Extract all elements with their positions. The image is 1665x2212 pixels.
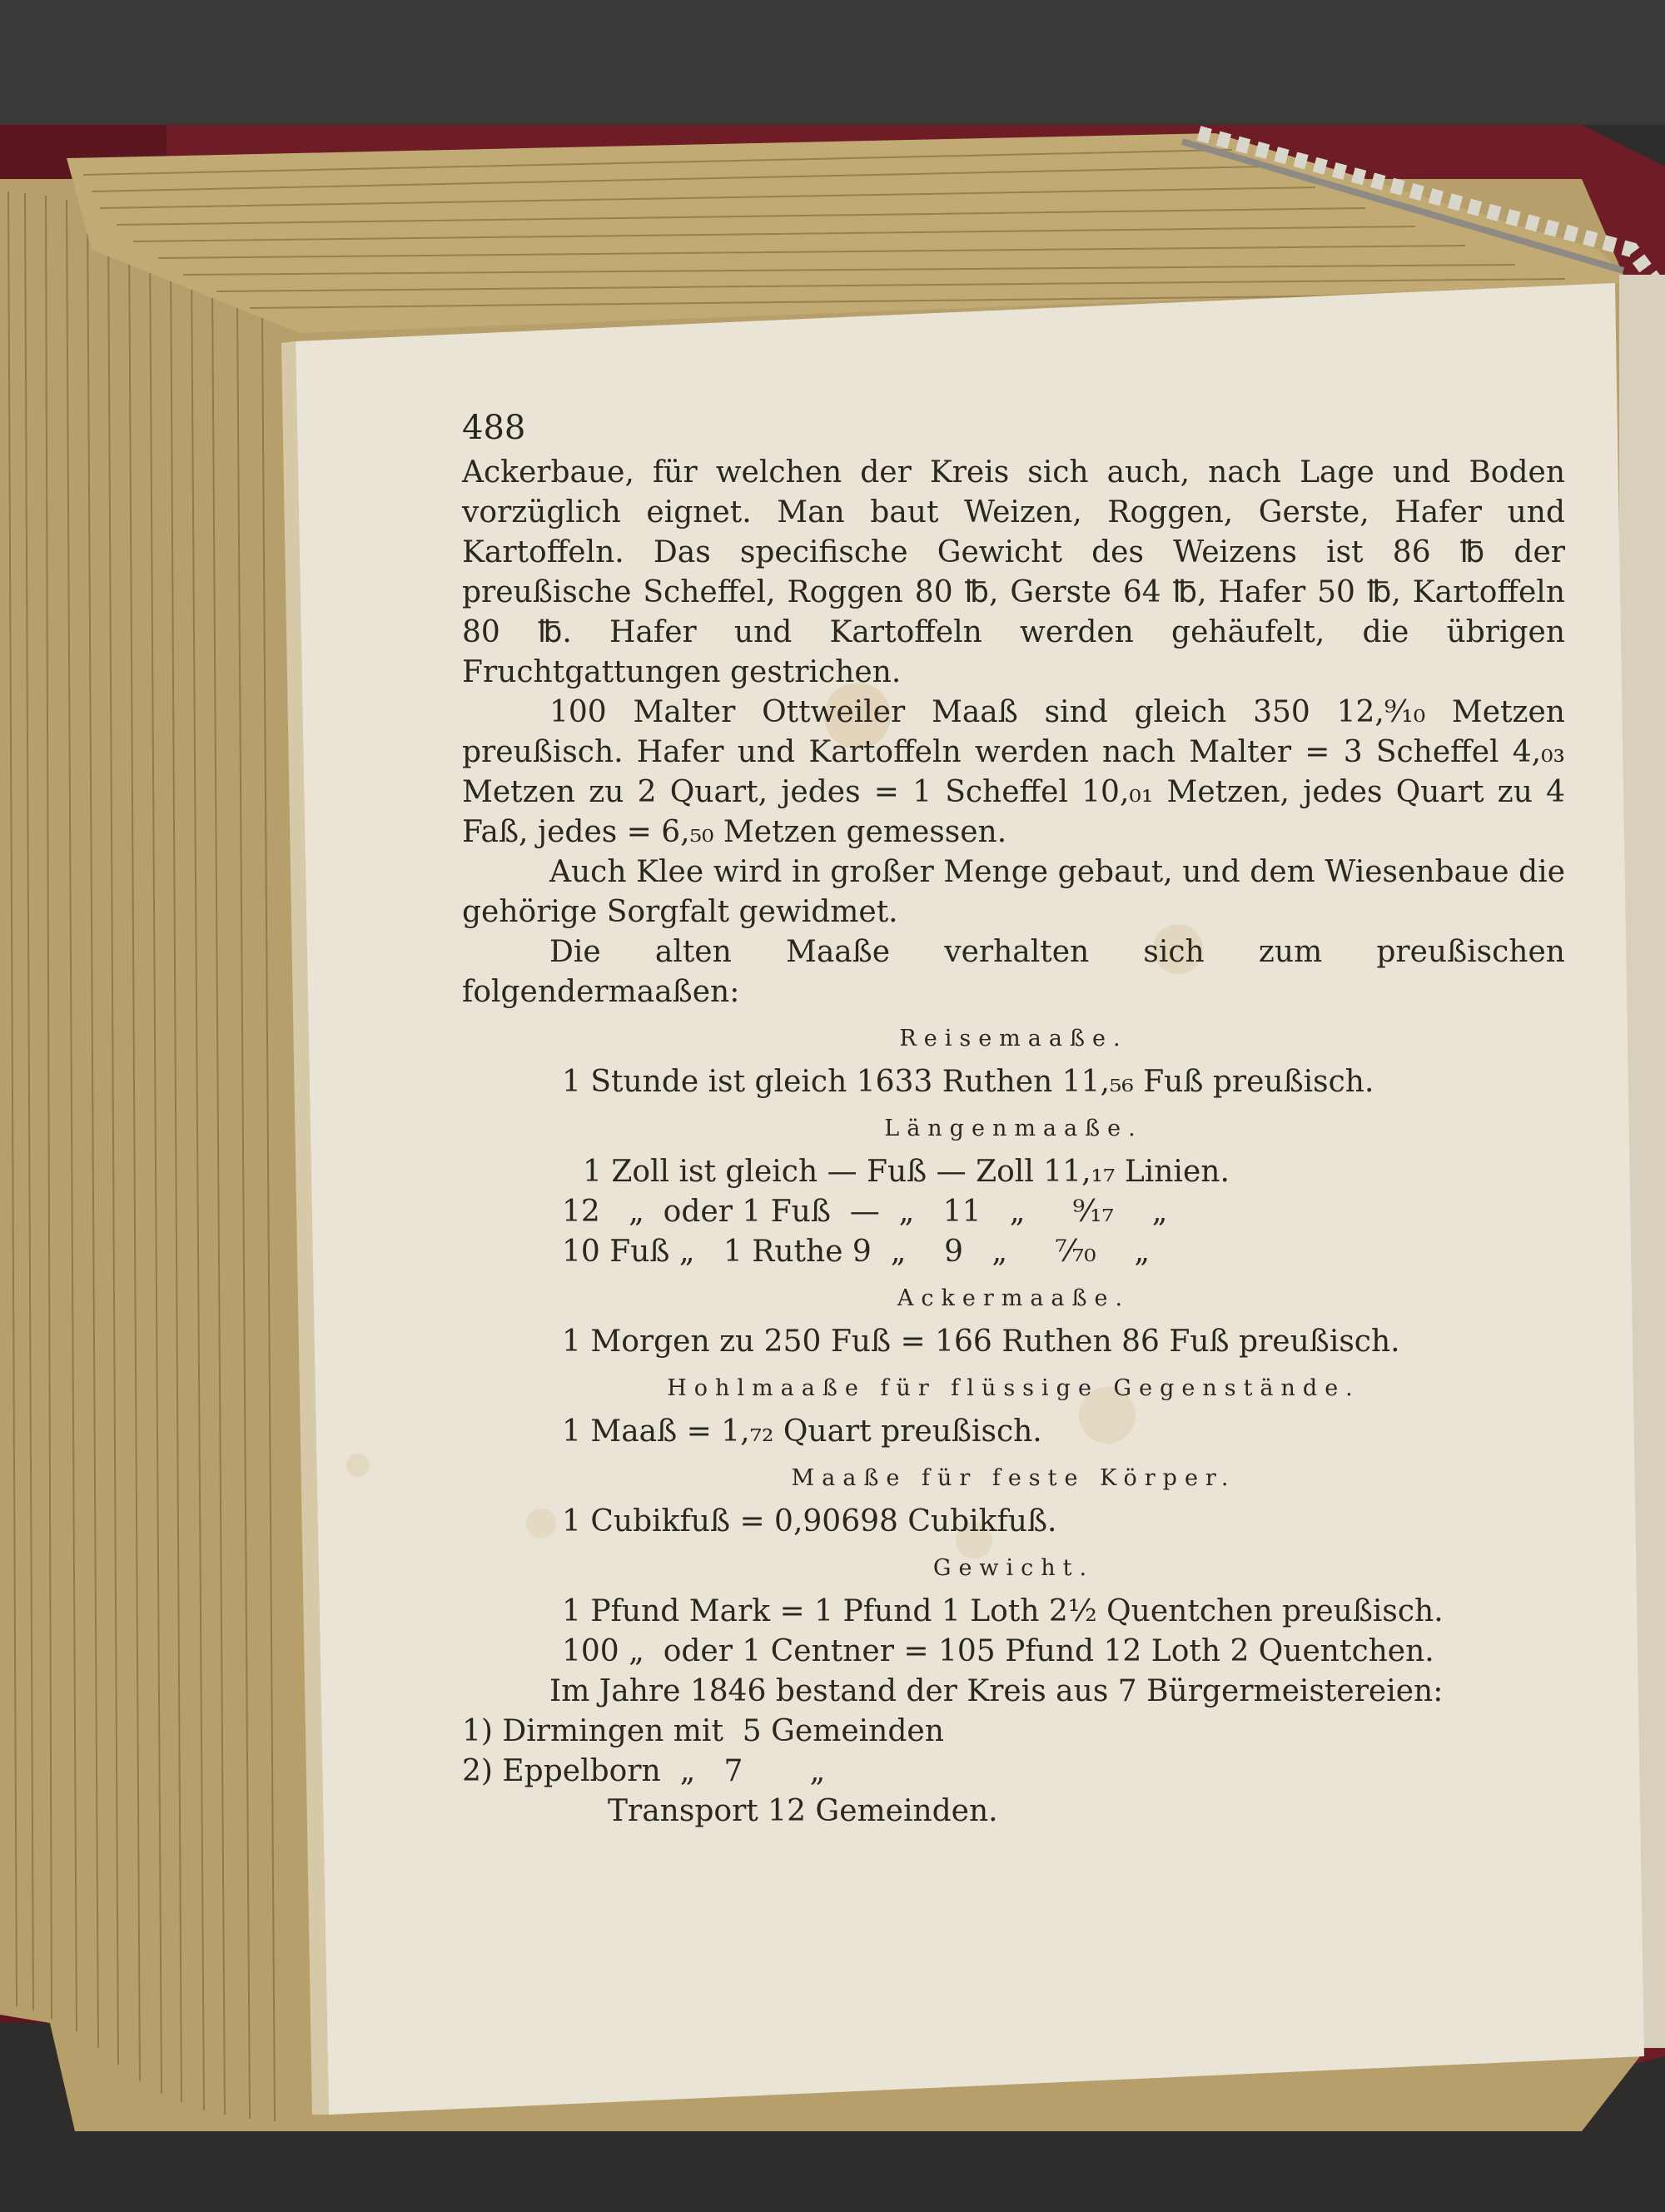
measure-line: 1 Morgen zu 250 Fuß = 166 Ruthen 86 Fuß preußisch. [562,1325,1400,1359]
measure-line: 1 Stunde ist gleich 1633 Ruthen 11,₅₆ Fuß preußisch. [562,1065,1374,1099]
page-number: 488 [462,409,526,447]
paragraph-2: 100 Malter Ottweiler Maaß sind gleich 350 12,⁹⁄₁₀ Metzen preußisch. Hafer und Kartoffeln werden nach Malter = 3 Scheffel 4,₀₃ Metzen zu 2 Quart, jedes = 1 Scheffel 10,₀₁ Metzen, jedes Quart zu 4 Faß, jedes = 6,₅₀ Metzen gemessen. [462,695,1565,849]
closing-paragraph: Im Jahre 1846 bestand der Kreis aus 7 Bürgermeistereien: [549,1674,1444,1708]
page-text [462,406,1565,1832]
section-heading: Reisemaaße. [899,1026,1128,1051]
measure-line: 12 „ oder 1 Fuß — „ 11 „ ⁹⁄₁₇ „ [562,1195,1168,1229]
measure-line: 1 Cubikfuß = 0,90698 Cubikfuß. [562,1504,1057,1538]
paragraph-1: Ackerbaue, für welchen der Kreis sich auch, nach Lage und Boden vorzüglich eignet. Man baut Weizen, Roggen, Gerste, Hafer und Kartoffeln. Das specifische Gewicht des Weizens ist 86 ℔ der preußische Scheffel, Roggen 80 ℔, Gerste 64 ℔, Hafer 50 ℔, Kartoffeln 80 ℔. Hafer und Kartoffeln werden gehäufelt, die übrigen Fruchtgattungen gestrichen. [462,455,1565,689]
measure-line: 100 „ oder 1 Centner = 105 Pfund 12 Loth 2 Quentchen. [562,1634,1434,1668]
paragraph-3: Auch Klee wird in großer Menge gebaut, und dem Wiesenbaue die gehörige Sorgfalt gewidmet. [462,855,1565,929]
section-heading: Maaße für feste Körper. [791,1465,1236,1491]
measure-line: 1 Maaß = 1,₇₂ Quart preußisch. [562,1414,1042,1449]
transport-total: Transport 12 Gemeinden. [608,1794,998,1828]
measure-line: 10 Fuß „ 1 Ruthe 9 „ 9 „ ⁷⁄₇₀ „ [562,1235,1150,1269]
section-heading: Ackermaaße. [897,1285,1131,1311]
list-item: 1) Dirmingen mit 5 Gemeinden [462,1714,944,1748]
paragraph-4: Die alten Maaße verhalten sich zum preußischen folgendermaaßen: [462,935,1565,1009]
section-heading: Längenmaaße. [884,1116,1143,1141]
measure-line: 1 Zoll ist gleich — Fuß — Zoll 11,₁₇ Linien. [583,1155,1230,1189]
section-heading: Hohlmaaße für flüssige Gegenstände. [667,1375,1360,1401]
measure-line: 1 Pfund Mark = 1 Pfund 1 Loth 2½ Quentchen preußisch. [562,1594,1444,1628]
list-item: 2) Eppelborn „ 7 „ [462,1754,826,1788]
section-heading: Gewicht. [932,1555,1095,1581]
